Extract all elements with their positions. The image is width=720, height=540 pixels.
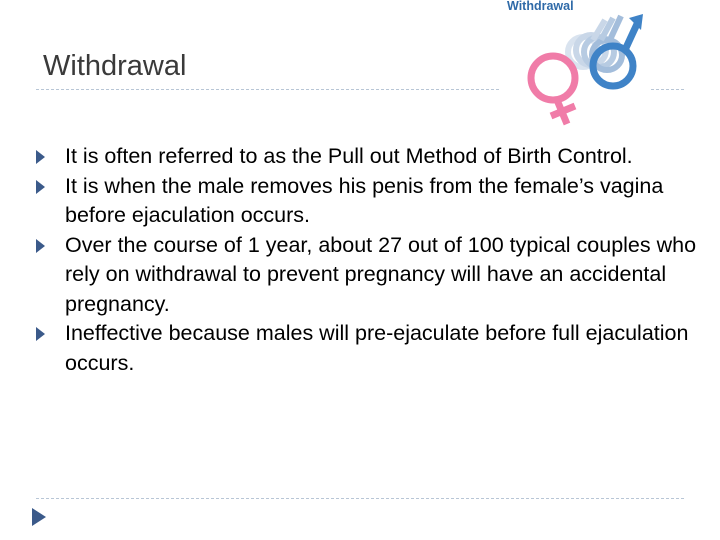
bullet-list — [36, 142, 706, 378]
bullet-item — [36, 231, 706, 320]
bullet-item — [36, 172, 706, 231]
slide-title: Withdrawal — [43, 50, 187, 82]
bullet-item — [36, 142, 706, 172]
withdrawal-logo — [501, 0, 651, 134]
bullet-text: It is when the male removes his penis from the female’s vagina before ejaculation occurs. — [65, 173, 664, 227]
footer-divider — [36, 498, 684, 499]
gender-symbols-icon — [501, 0, 651, 134]
bullet-arrow-icon — [36, 180, 45, 194]
bullet-arrow-icon — [36, 239, 45, 253]
bullet-item — [36, 319, 706, 378]
next-slide-arrow-icon[interactable] — [32, 508, 46, 526]
bullet-text: Ineffective because males will pre-ejaculate before full ejaculation occurs. — [65, 321, 689, 375]
logo-caption: Withdrawal — [507, 0, 574, 13]
bullet-text: It is often referred to as the Pull out Method of Birth Control. — [65, 144, 633, 168]
bullet-arrow-icon — [36, 327, 45, 341]
bullet-arrow-icon — [36, 150, 45, 164]
bullet-text: Over the course of 1 year, about 27 out of 100 typical couples who rely on withdrawal to prevent pregnancy will have an accidental pregnancy. — [65, 232, 697, 316]
